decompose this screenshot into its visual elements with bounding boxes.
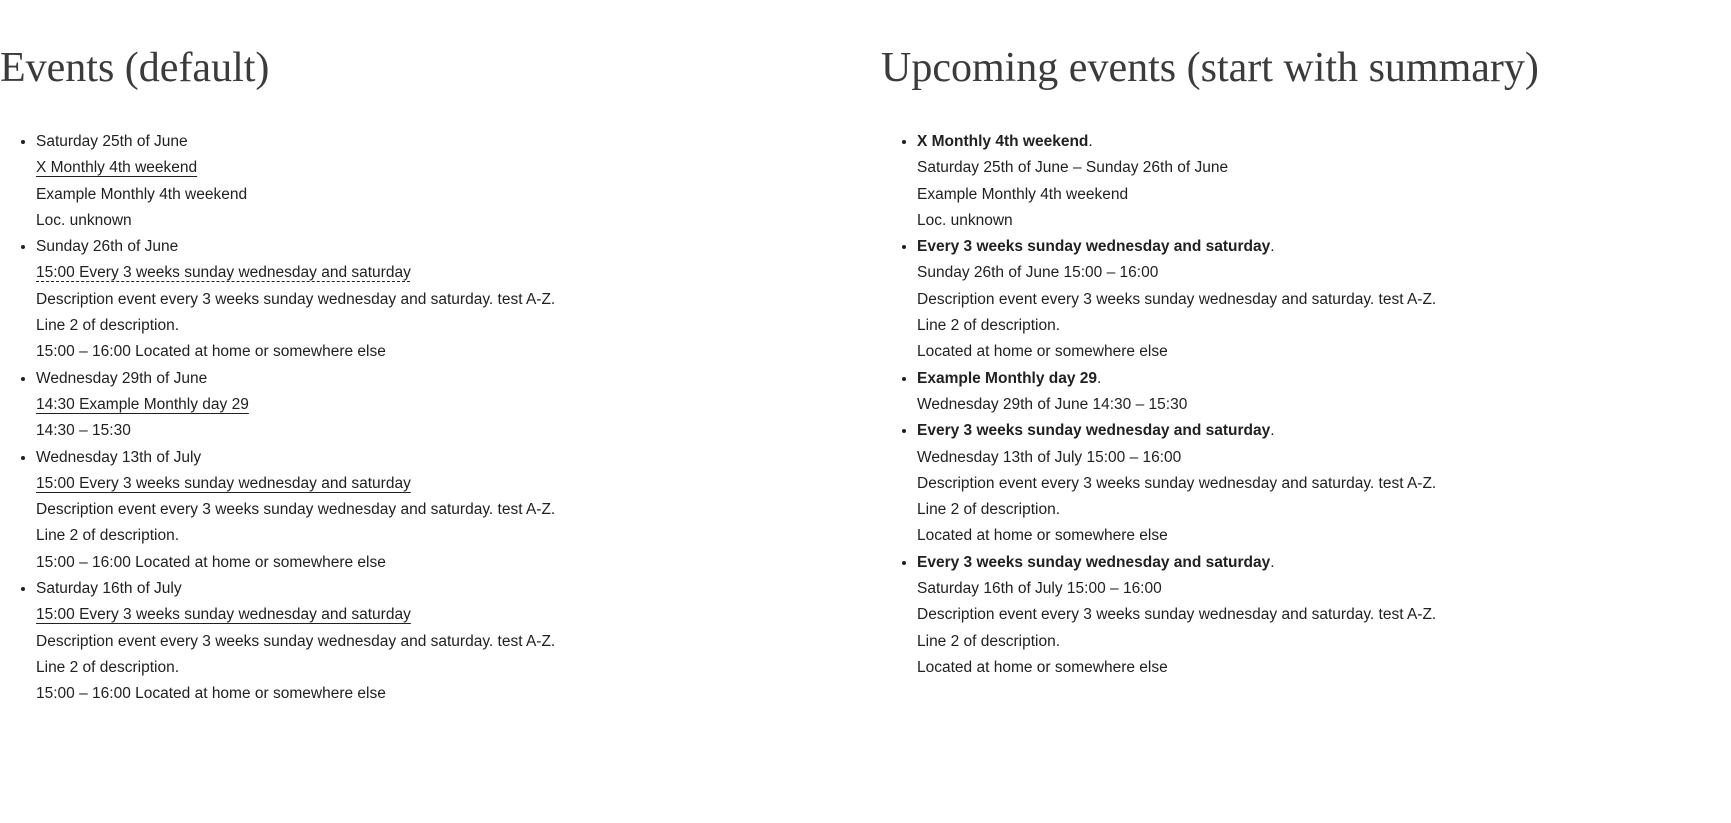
event-item xyxy=(36,234,865,365)
event-date-line: • Wednesday 29th of June xyxy=(36,369,208,387)
events-default-heading: Events (default) xyxy=(0,45,270,91)
event-date-line: • Saturday 25th of June xyxy=(36,133,188,150)
upcoming-events-section xyxy=(865,0,1731,823)
event-detail-line: Line 2 of description. xyxy=(36,527,180,545)
event-detail-line: Line 2 of description. xyxy=(917,501,1061,519)
event-date-line: • Saturday 16th of July xyxy=(36,580,182,598)
event-summary-line xyxy=(917,550,1731,576)
event-title-link[interactable]: 15:00 Every 3 weeks sunday wednesday and saturday xyxy=(36,474,411,492)
event-summary-line xyxy=(917,418,1731,444)
event-item xyxy=(917,418,1731,549)
event-item xyxy=(917,366,1731,419)
event-summary-period: . xyxy=(1270,238,1275,256)
event-detail-line: Wednesday 13th of July 15:00 – 16:00 xyxy=(917,448,1182,466)
event-title-link[interactable]: X Monthly 4th weekend xyxy=(36,159,198,177)
event-summary: Example Monthly day 29 xyxy=(917,369,1098,387)
events-default-section xyxy=(0,0,865,823)
upcoming-events-heading: Upcoming events (start with summary) xyxy=(881,45,1539,91)
event-detail-line: Line 2 of description. xyxy=(917,632,1061,650)
event-detail-line: Saturday 16th of July 15:00 – 16:00 xyxy=(917,580,1162,598)
event-summary-period: . xyxy=(1270,422,1275,440)
event-summary: Every 3 weeks sunday wednesday and saturday xyxy=(917,422,1271,440)
event-title-line xyxy=(36,471,865,497)
upcoming-events-list xyxy=(881,129,1731,681)
event-title-line xyxy=(36,260,865,286)
event-summary-line xyxy=(917,366,1731,392)
event-date-line: • Sunday 26th of June xyxy=(36,238,179,256)
event-detail-line: Description event every 3 weeks sunday wednesday and saturday. test A-Z. xyxy=(917,474,1437,492)
event-detail-line: Example Monthly 4th weekend xyxy=(917,185,1129,203)
event-summary-line xyxy=(917,234,1731,260)
event-title-link[interactable]: 14:30 Example Monthly day 29 xyxy=(36,395,249,413)
event-detail-line: Wednesday 29th of June 14:30 – 15:30 xyxy=(917,395,1188,413)
event-title-link[interactable]: 15:00 Every 3 weeks sunday wednesday and saturday xyxy=(36,264,411,282)
event-item xyxy=(917,129,1731,234)
event-item xyxy=(36,576,865,707)
event-item xyxy=(36,129,865,234)
event-detail-line: Description event every 3 weeks sunday wednesday and saturday. test A-Z. xyxy=(36,501,556,519)
event-detail-line: Line 2 of description. xyxy=(36,317,180,335)
event-summary-period: . xyxy=(1270,553,1275,571)
event-detail-line: Located at home or somewhere else xyxy=(917,658,1168,676)
event-item xyxy=(36,366,865,445)
event-item xyxy=(917,550,1731,681)
event-detail-line: 14:30 – 15:30 xyxy=(36,422,131,440)
event-detail-line: Saturday 25th of June – Sunday 26th of June xyxy=(917,159,1229,177)
event-title-link[interactable]: 15:00 Every 3 weeks sunday wednesday and saturday xyxy=(36,606,411,624)
event-summary: X Monthly 4th weekend xyxy=(917,133,1089,150)
event-detail-line: Description event every 3 weeks sunday wednesday and saturday. test A-Z. xyxy=(36,290,556,308)
event-summary-period: . xyxy=(1088,133,1093,150)
event-summary: Every 3 weeks sunday wednesday and saturday xyxy=(917,553,1271,571)
event-detail-line: Located at home or somewhere else xyxy=(917,343,1168,361)
event-detail-line: Example Monthly 4th weekend xyxy=(36,185,248,203)
event-summary-line xyxy=(917,129,1731,155)
event-detail-line: Description event every 3 weeks sunday wednesday and saturday. test A-Z. xyxy=(36,632,556,650)
event-item xyxy=(917,234,1731,365)
event-detail-line: 15:00 – 16:00 Located at home or somewhere else xyxy=(36,553,386,571)
event-item xyxy=(36,445,865,576)
event-summary: Every 3 weeks sunday wednesday and saturday xyxy=(917,238,1271,256)
events-default-list xyxy=(0,129,865,708)
event-detail-line: Sunday 26th of June 15:00 – 16:00 xyxy=(917,264,1159,282)
event-detail-line: Located at home or somewhere else xyxy=(917,527,1168,545)
event-date-line: • Wednesday 13th of July xyxy=(36,448,202,466)
event-detail-line: Line 2 of description. xyxy=(917,317,1061,335)
event-detail-line: Line 2 of description. xyxy=(36,658,180,676)
event-detail-line: Description event every 3 weeks sunday wednesday and saturday. test A-Z. xyxy=(917,606,1437,624)
event-detail-line: Loc. unknown xyxy=(36,211,132,229)
event-detail-line: 15:00 – 16:00 Located at home or somewhere else xyxy=(36,343,386,361)
event-title-line xyxy=(36,392,865,418)
event-detail-line: Loc. unknown xyxy=(917,211,1013,229)
event-detail-line: Description event every 3 weeks sunday wednesday and saturday. test A-Z. xyxy=(917,290,1437,308)
event-detail-line: 15:00 – 16:00 Located at home or somewhere else xyxy=(36,685,386,703)
event-title-line xyxy=(36,602,865,628)
event-title-line xyxy=(36,155,865,181)
event-summary-period: . xyxy=(1097,369,1102,387)
